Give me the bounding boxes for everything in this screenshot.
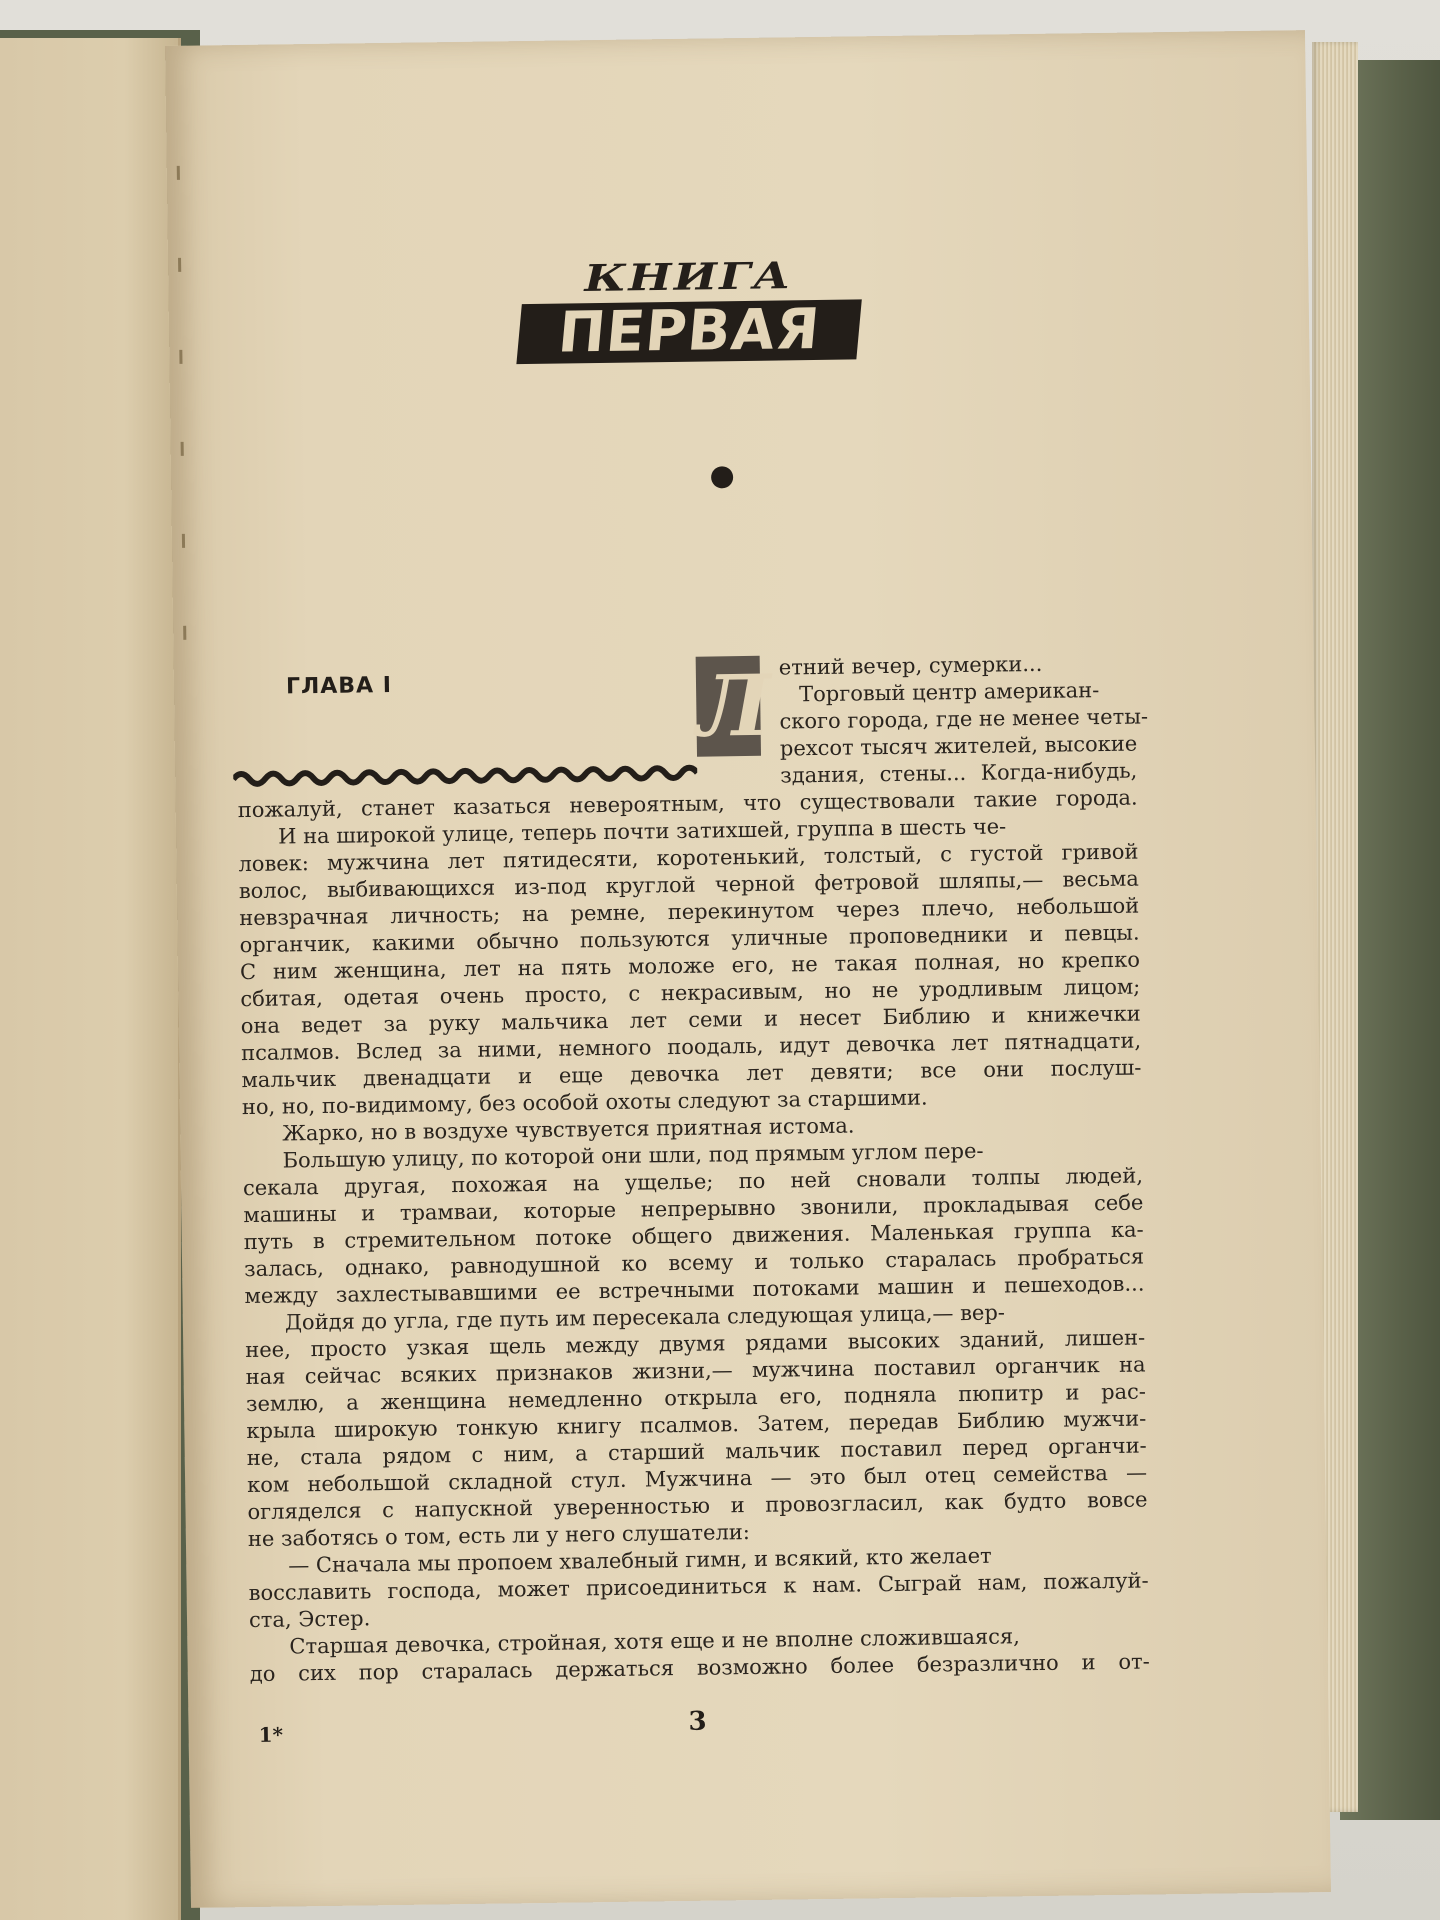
text-line: невзрачная личность; на ремне, перекинутом через плечо, небольшой (239, 893, 1140, 931)
binding-stitch (181, 442, 184, 456)
chapter-label: ГЛАВА I (285, 672, 393, 700)
text-line: Жарко, но в воздухе чувствуется приятная истома. (282, 1113, 855, 1146)
text-line: но, но, по-видимому, без особой охоты следуют за старшими. (241, 1085, 928, 1120)
text-line: ная сейчас всяких признаков жизни,— мужчина поставил органчик на (245, 1352, 1146, 1390)
text-line: волос, выбивающихся из-под круглой черной фетровой шляпы,— весьма (238, 866, 1139, 904)
binding-stitch (177, 166, 180, 180)
text-line: машины и трамваи, которые непрерывно звонили, прокладывая себе (243, 1190, 1144, 1228)
text-line: органчик, какими обычно пользуются уличные проповедники и певцы. (239, 920, 1140, 958)
text-line: — Сначала мы пропоем хвалебный гимн, и всякий, кто желает (288, 1543, 992, 1578)
text-line: сбитая, одетая очень просто, с некрасивым, но не уродливым лицом; (240, 974, 1141, 1012)
text-line: ловек: мужчина лет пятидесяти, коротенький, толстый, с густой гривой (238, 839, 1139, 877)
text-line: путь в стремительном потоке общего движения. Маленькая группа ка- (243, 1217, 1144, 1255)
text-line: С ним женщина, лет на пять моложе его, не такая полная, но крепко (239, 947, 1141, 985)
text-line: псалмов. Вслед за ними, немного поодаль, идут девочка лет пятнадцати, (240, 1028, 1142, 1066)
text-line: не заботясь о том, есть ли у него слушатели: (247, 1520, 751, 1552)
text-line: пожалуй, станет казаться невероятным, что существовали такие города. (237, 785, 1138, 823)
text-line: мальчик двенадцати и еще девочка лет девяти; все они послуш- (241, 1055, 1142, 1093)
book-title-line1: КНИГА (584, 253, 793, 300)
left-page (0, 38, 181, 1920)
text-line: рехсот тысяч жителей, высокие (779, 731, 1138, 761)
drop-cap: Л (695, 655, 772, 756)
text-line: здания, стены... Когда-нибудь, (780, 758, 1138, 788)
text-line: огляделся с напускной уверенностью и провозгласил, как будто вовсе (247, 1487, 1148, 1525)
text-line: землю, а женщина немедленно открыла его, подняла пюпитр и рас- (245, 1379, 1147, 1417)
binding-stitch (182, 534, 185, 548)
text-line: до сих пор старалась держаться возможно более безразлично и от- (249, 1649, 1150, 1687)
book-title (518, 251, 860, 386)
book-title-line2: ПЕРВАЯ (516, 299, 861, 364)
wave-ornament (233, 761, 697, 791)
text-line: етний вечер, сумерки... (778, 651, 1043, 680)
text-line: Большую улицу, по которой они шли, под прямым углом пере- (282, 1138, 984, 1173)
text-line: залась, однако, равнодушной ко всему и только старалась пробраться (243, 1244, 1145, 1282)
text-line: нее, просто узкая щель между двумя рядами высоких зданий, лишен- (245, 1325, 1146, 1363)
binding-stitch (179, 350, 182, 364)
text-line: между захлестывавшими ее встречными потоками машин и пешеходов... (244, 1271, 1145, 1309)
text-line: ского города, где не менее четы- (779, 704, 1149, 734)
text-line: восславить господа, может присоединиться к нам. Сыграй нам, пожалуй- (248, 1568, 1149, 1606)
text-line: Старшая девочка, стройная, хотя еще и не вполне сложившаяся, (289, 1624, 1021, 1659)
text-line: крыла широкую тонкую книгу псалмов. Затем, передав Библию мужчи- (246, 1406, 1147, 1444)
page-number: 3 (688, 1706, 707, 1737)
text-line: ста, Эстер. (248, 1606, 371, 1633)
binding-stitch (183, 626, 186, 640)
text-line: не, стала рядом с ним, а старший мальчик поставил перед органчи- (246, 1433, 1147, 1471)
signature-mark: 1* (258, 1722, 284, 1747)
binding-stitch (178, 258, 181, 272)
text-line: она ведет за руку мальчика лет семи и несет Библию и книжечки (240, 1001, 1141, 1039)
text-line: ком небольшой складной стул. Мужчина — это был отец семейства — (246, 1460, 1148, 1498)
text-line: Дойдя до угла, где путь им пересекала следующая улица,— вер- (284, 1300, 1006, 1335)
text-line: И на широкой улице, теперь почти затихшей, группа в шесть че- (277, 814, 1007, 849)
text-line: Торговый центр американ- (799, 678, 1100, 707)
section-dot (711, 466, 733, 488)
text-line: секала другая, похожая на ущелье; по ней сновали толпы людей, (242, 1163, 1144, 1201)
right-page (165, 30, 1331, 1908)
